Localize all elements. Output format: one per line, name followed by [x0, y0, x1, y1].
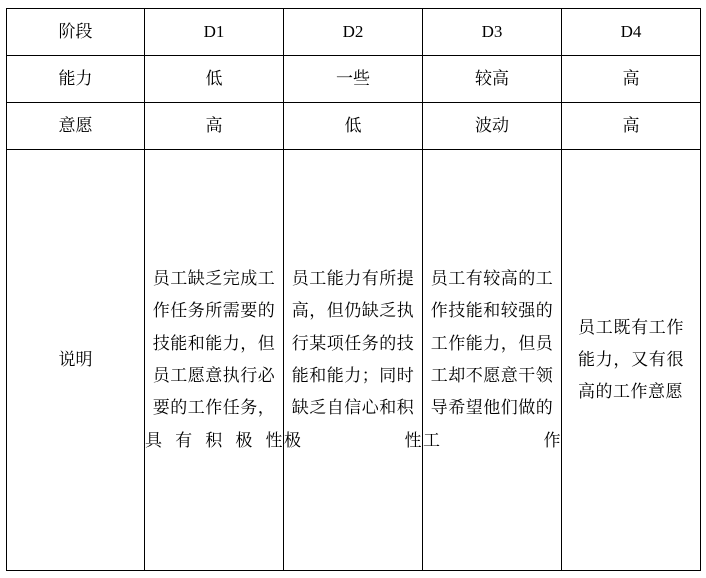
table-header-stage: 阶段	[7, 9, 145, 56]
row-label-description: 说明	[7, 150, 145, 571]
cell-ability-d1: 低	[145, 56, 284, 103]
cell-willingness-d3: 波动	[423, 103, 562, 150]
table-header-d3: D3	[423, 9, 562, 56]
cell-willingness-d2: 低	[284, 103, 423, 150]
row-label-willingness: 意愿	[7, 103, 145, 150]
cell-willingness-d1: 高	[145, 103, 284, 150]
cell-ability-d2: 一些	[284, 56, 423, 103]
row-label-ability: 能力	[7, 56, 145, 103]
cell-description-d4: 员工既有工作能力，又有很高的工作意愿	[562, 150, 701, 571]
table-header-d4: D4	[562, 9, 701, 56]
table-row	[7, 103, 701, 150]
cell-description-d2: 员工能力有所提高，但仍缺乏执行某项任务的技能和能力；同时缺乏自信心和积极性	[284, 150, 423, 571]
cell-willingness-d4: 高	[562, 103, 701, 150]
table-header-d2: D2	[284, 9, 423, 56]
cell-ability-d4: 高	[562, 56, 701, 103]
cell-description-d3: 员工有较高的工作技能和较强的工作能力，但员工却不愿意干领导希望他们做的工作	[423, 150, 562, 571]
table-header-row	[7, 9, 701, 56]
table-row	[7, 150, 701, 571]
cell-ability-d3: 较高	[423, 56, 562, 103]
cell-description-d1: 员工缺乏完成工作任务所需要的技能和能力，但员工愿意执行必要的工作任务，具有积极性	[145, 150, 284, 571]
table-header-d1: D1	[145, 9, 284, 56]
development-level-table	[6, 8, 701, 571]
table-row	[7, 56, 701, 103]
